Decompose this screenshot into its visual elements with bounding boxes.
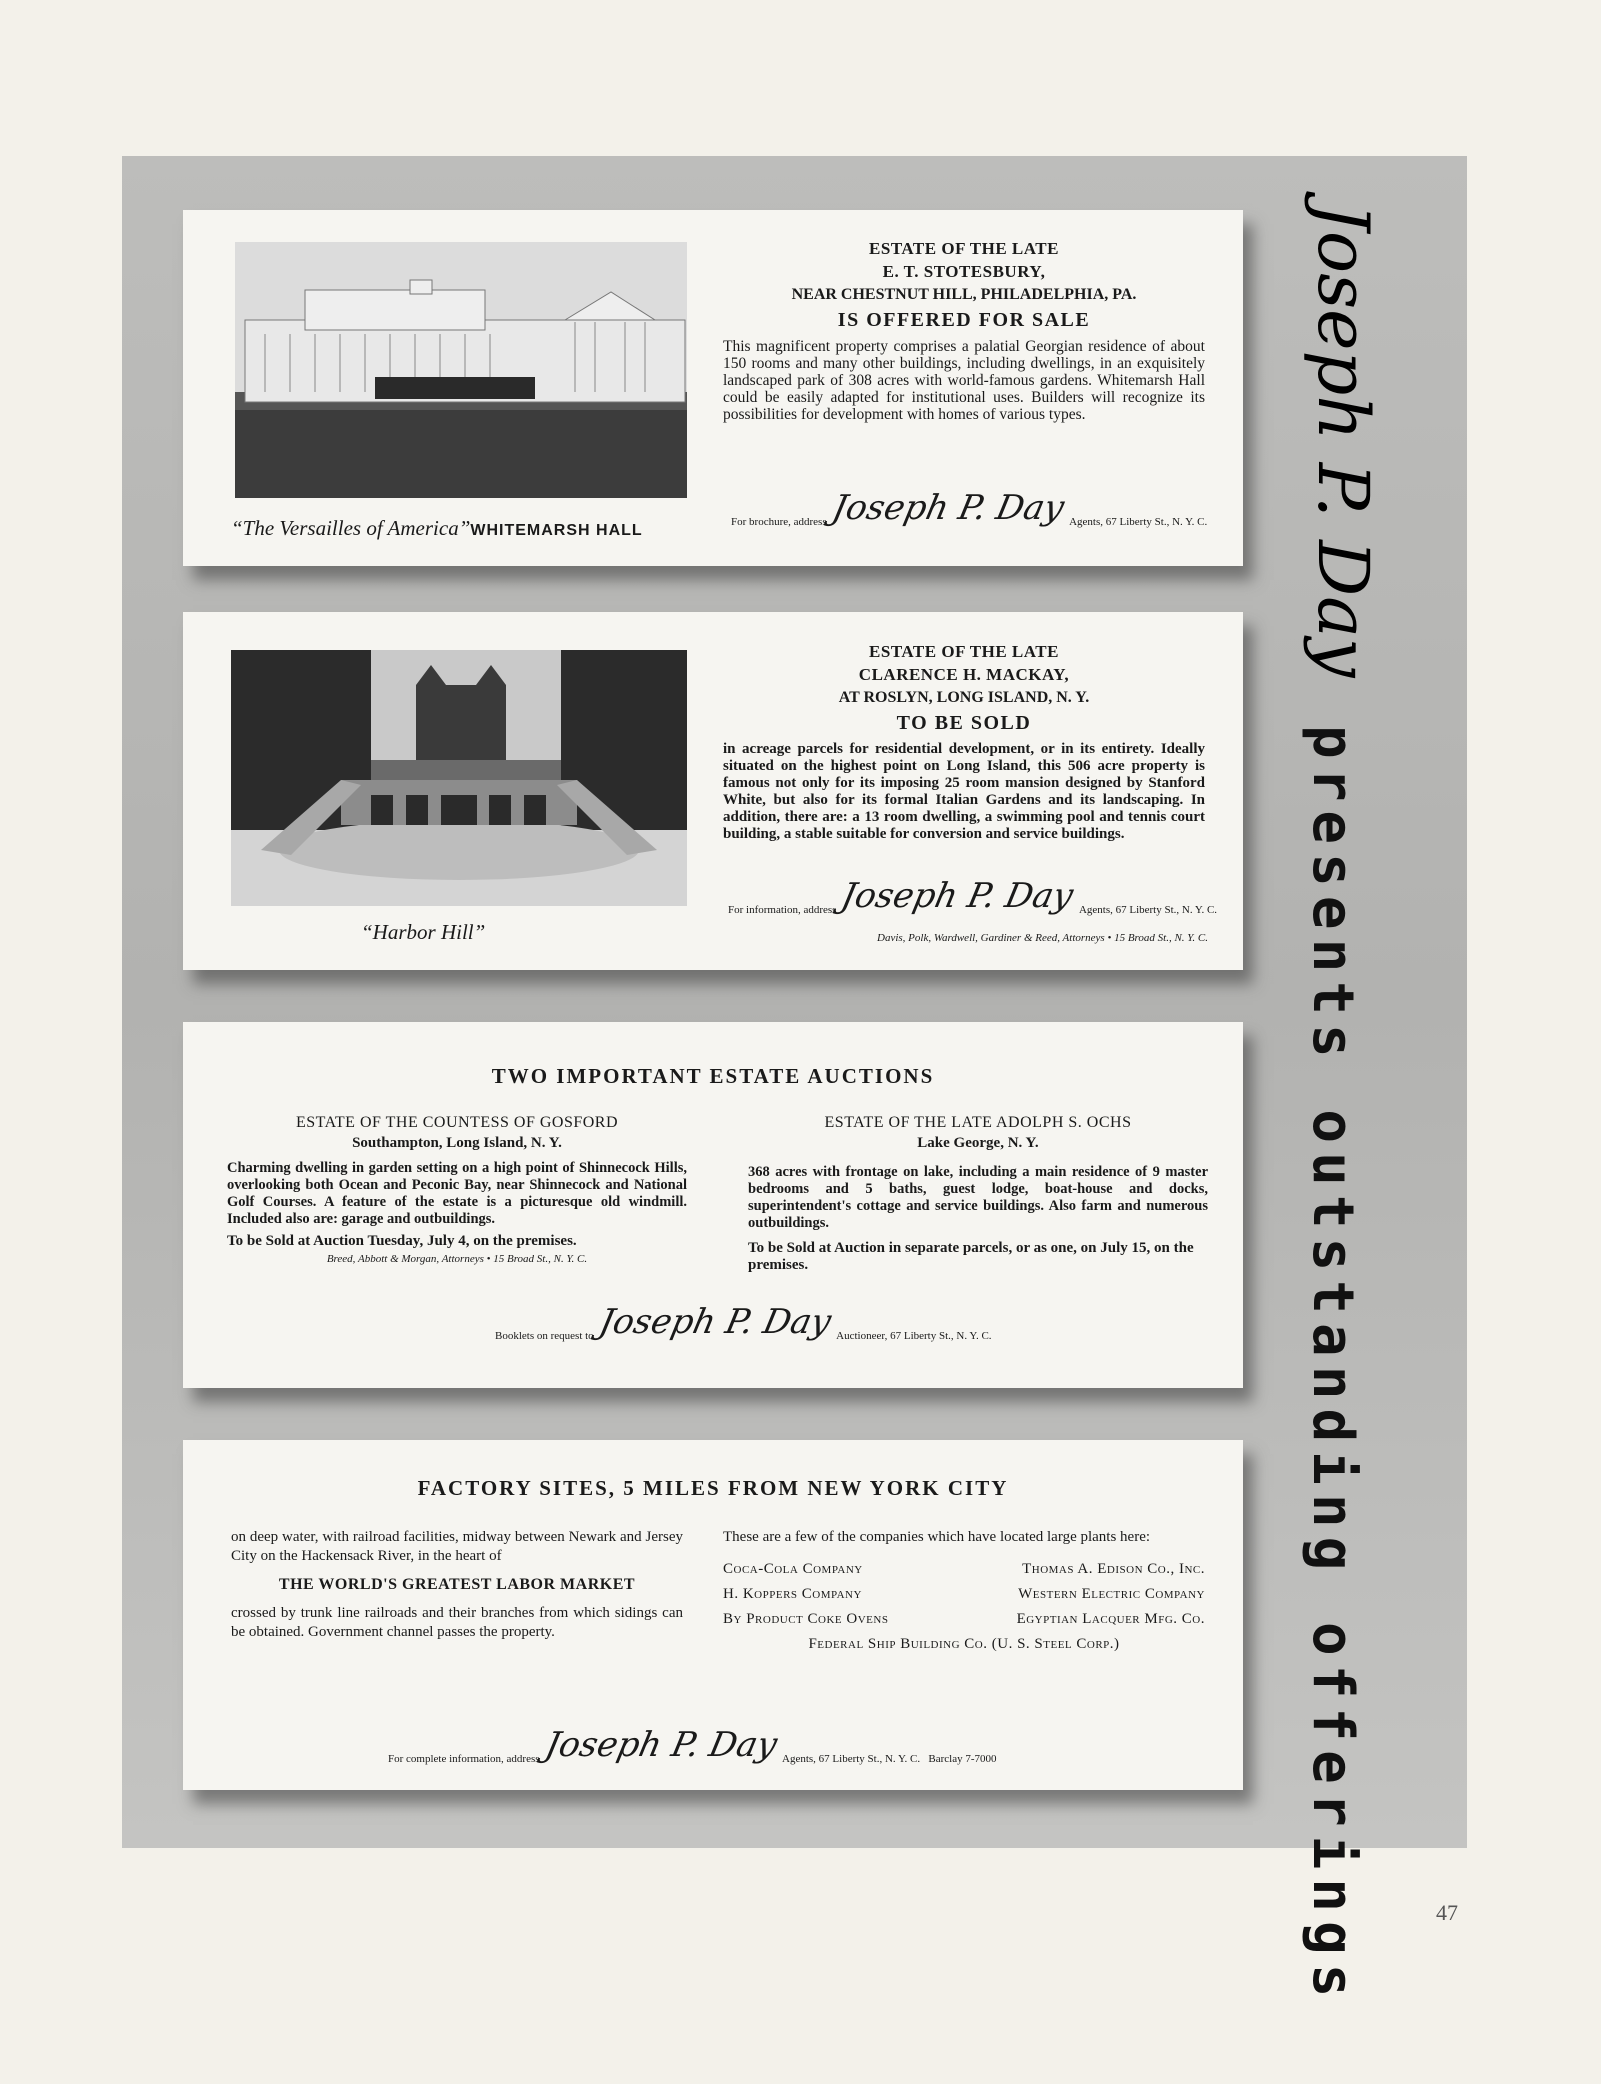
- card-stotesbury: [183, 210, 1243, 566]
- gosford-attorneys: Breed, Abbott & Morgan, Attorneys • 15 Broad St., N. Y. C.: [326, 1253, 588, 1265]
- address-line: [728, 876, 1217, 916]
- company-item: Thomas A. Edison Co., Inc.: [1022, 1561, 1205, 1577]
- headline: IS OFFERED FOR SALE: [837, 309, 1091, 331]
- estate-line2: E. T. STOTESBURY,: [882, 262, 1046, 281]
- estate-location: AT ROSLYN, LONG ISLAND, N. Y.: [838, 689, 1090, 706]
- address-suffix: Agents, 67 Liberty St., N. Y. C.: [1078, 904, 1218, 916]
- factory-railroad-text: crossed by trunk line railroads and their branches from which sidings can be obtained. Government channel passes the property.: [231, 1605, 683, 1640]
- signature: Joseph P. Day: [838, 876, 1078, 916]
- estate-line1: ESTATE OF THE LATE: [869, 642, 1059, 661]
- sidebar-script-text: Joseph P. Day: [1302, 203, 1384, 678]
- company-item: H. Koppers Company: [723, 1586, 862, 1602]
- factory-title: FACTORY SITES, 5 MILES FROM NEW YORK CITY: [417, 1476, 1009, 1500]
- sidebar-title-text: presents outstanding offerings: [1300, 725, 1365, 2007]
- estate-location: NEAR CHESTNUT HILL, PHILADELPHIA, PA.: [791, 286, 1137, 303]
- ochs-description: 368 acres with frontage on lake, including a main residence of 9 master bedrooms and 5 baths, guest lodge, boat-house and docks, superintendent's cottage and service buildings. Also farm and numerous outbuildings.: [748, 1164, 1208, 1231]
- card-mackay: [183, 612, 1243, 970]
- address-prefix: Booklets on request to: [495, 1330, 594, 1342]
- card-auctions: [183, 1022, 1243, 1388]
- ochs-location: Lake George, N. Y.: [917, 1135, 1039, 1151]
- ochs-heading: ESTATE OF THE LATE ADOLPH S. OCHS: [824, 1114, 1132, 1131]
- photo-caption: [231, 516, 643, 541]
- gosford-location: Southampton, Long Island, N. Y.: [352, 1135, 562, 1151]
- headline: TO BE SOLD: [896, 712, 1032, 734]
- signature: Joseph P. Day: [828, 488, 1068, 528]
- card-factory: [183, 1440, 1243, 1790]
- harbor-hill-photo: [231, 650, 687, 906]
- companies-intro: These are a few of the companies which have located large plants here:: [723, 1529, 1151, 1545]
- signature: Joseph P. Day: [595, 1302, 835, 1342]
- attorneys: Davis, Polk, Wardwell, Gardiner & Reed, Attorneys • 15 Broad St., N. Y. C.: [877, 932, 1208, 944]
- company-item: By Product Coke Ovens: [723, 1611, 889, 1627]
- address-prefix: For brochure, address: [731, 516, 827, 528]
- ochs-column: [748, 1112, 1208, 1274]
- gosford-heading: ESTATE OF THE COUNTESS OF GOSFORD: [295, 1114, 619, 1131]
- address-line: [388, 1725, 997, 1765]
- labor-market-heading: THE WORLD'S GREATEST LABOR MARKET: [278, 1576, 636, 1593]
- companies-list: [723, 1561, 1205, 1628]
- company-item-last: Federal Ship Building Co. (U. S. Steel Corp.): [808, 1636, 1120, 1652]
- description: in acreage parcels for residential development, or in its entirety. Ideally situated on the highest point on Long Island, this 506 acre property is famous not only for its imposing 25 room mansion designed by Stanford White, but also for its formal Italian Gardens and its landscaping. In addition, there are: a 13 room dwelling, a swimming pool and tennis court building, a stable suitable for conversion and service buildings.: [723, 741, 1205, 842]
- caption-script: “The Versailles of America”: [231, 516, 471, 540]
- address-suffix: Agents, 67 Liberty St., N. Y. C.: [1069, 516, 1208, 528]
- auctions-title: TWO IMPORTANT ESTATE AUCTIONS: [491, 1064, 935, 1088]
- gosford-sale: To be Sold at Auction Tuesday, July 4, on the premises.: [227, 1233, 577, 1249]
- gosford-column: [227, 1112, 687, 1265]
- address-suffix: Auctioneer, 67 Liberty St., N. Y. C.: [836, 1330, 992, 1342]
- estate-line1: ESTATE OF THE LATE: [869, 239, 1059, 258]
- address-prefix: For information, address: [728, 904, 837, 916]
- company-item: Western Electric Company: [1018, 1586, 1205, 1602]
- gosford-description: Charming dwelling in garden setting on a high point of Shinnecock Hills, overlooking both Ocean and Peconic Bay, near Shinnecock and National Golf Courses. A feature of the estate is a picturesque old windmill. Included also are: garage and outbuildings.: [227, 1160, 687, 1227]
- whitemarsh-hall-photo: [235, 242, 687, 498]
- signature: Joseph P. Day: [541, 1725, 781, 1765]
- factory-location-text: on deep water, with railroad facilities, midway between Newark and Jersey City on the Hackensack River, in the heart of: [231, 1529, 683, 1564]
- factory-right-column: [723, 1528, 1205, 1653]
- caption-script: “Harbor Hill”: [361, 920, 486, 944]
- description: This magnificent property comprises a palatial Georgian residence of about 150 rooms and many other buildings, including dwellings, in an exquisitely landscaped park of 308 acres with world-famous gardens. Whitemarsh Hall could be easily adapted for institutional uses. Builders will recognize its possibilities for development with homes of various types.: [723, 338, 1205, 423]
- address-line: [731, 488, 1207, 528]
- address-line: [495, 1302, 992, 1342]
- sidebar-title: [1300, 725, 1365, 2007]
- ochs-sale: To be Sold at Auction in separate parcels, or as one, on July 15, on the premises.: [748, 1240, 1194, 1273]
- address-prefix: For complete information, address: [388, 1753, 540, 1765]
- photo-caption: [361, 920, 485, 945]
- caption-name: WHITEMARSH HALL: [470, 522, 643, 539]
- page-number: 47: [1436, 1900, 1458, 1925]
- company-item: Egyptian Lacquer Mfg. Co.: [1016, 1611, 1205, 1627]
- sidebar-script-signature: [1295, 195, 1384, 715]
- factory-left-column: [231, 1528, 683, 1642]
- estate-line2: CLARENCE H. MACKAY,: [858, 665, 1070, 684]
- address-suffix: Agents, 67 Liberty St., N. Y. C. Barclay 7-7000: [782, 1753, 997, 1765]
- company-item: Coca-Cola Company: [723, 1561, 863, 1577]
